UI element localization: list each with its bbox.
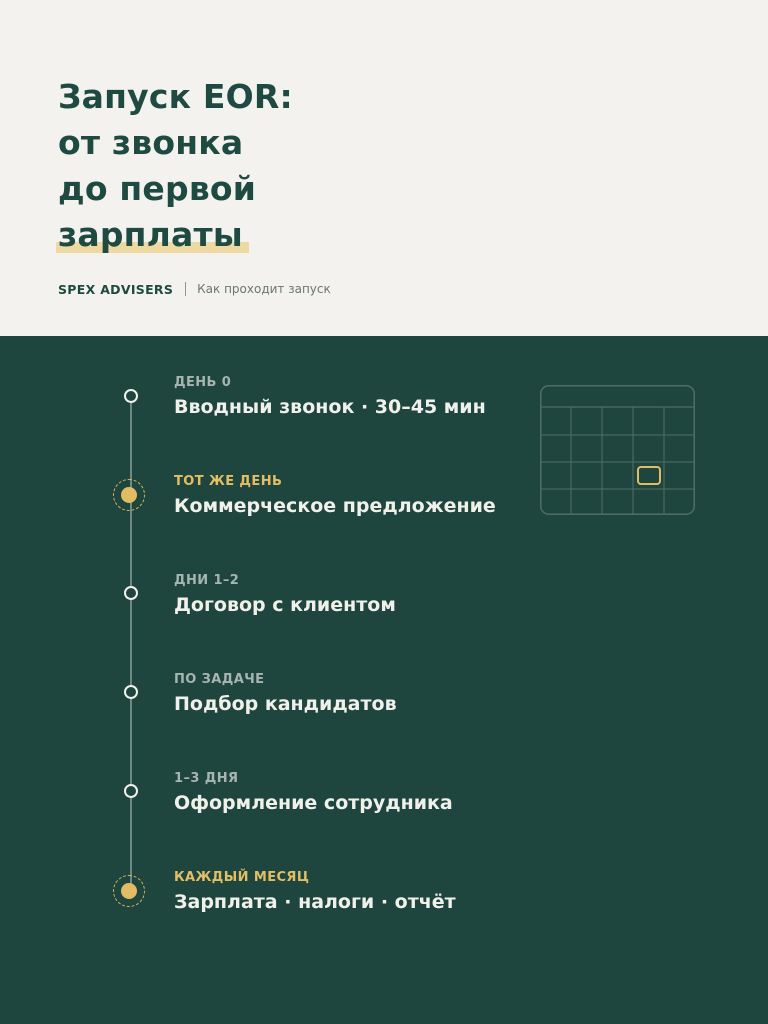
brand-name: SPEX ADVISERS [58, 281, 174, 297]
brand-subtitle: Как проходит запуск [197, 282, 331, 296]
timeline-dot-accent [121, 883, 137, 899]
step-label: ДЕНЬ 0 [174, 375, 232, 390]
step-label: 1–3 ДНЯ [174, 771, 239, 786]
calendar-icon [540, 385, 695, 515]
timeline-dot [124, 784, 138, 798]
step-text: Вводный звонок · 30–45 мин [174, 396, 486, 418]
step-text: Коммерческое предложение [174, 495, 496, 517]
step-text: Подбор кандидатов [174, 693, 397, 715]
step-label: ПО ЗАДАЧЕ [174, 672, 265, 687]
timeline-line [130, 396, 132, 888]
header-section [0, 0, 768, 336]
title-line-4-highlighted: зарплаты [58, 212, 243, 258]
step-label: ДНИ 1–2 [174, 573, 240, 588]
timeline-dot [124, 685, 138, 699]
step-text: Договор с клиентом [174, 594, 396, 616]
page-title [58, 74, 293, 258]
timeline-dot-accent [121, 487, 137, 503]
brand-separator [185, 282, 186, 296]
title-line-3: до первой [58, 169, 257, 208]
step-label: КАЖДЫЙ МЕСЯЦ [174, 870, 310, 885]
brand-line [58, 280, 331, 298]
title-line-2: от звонка [58, 123, 244, 162]
step-text: Оформление сотрудника [174, 792, 453, 814]
timeline-dot [124, 586, 138, 600]
step-text: Зарплата · налоги · отчёт [174, 891, 456, 913]
title-line-1: Запуск EOR: [58, 77, 293, 116]
step-label: ТОТ ЖЕ ДЕНЬ [174, 474, 283, 489]
timeline-dot [124, 389, 138, 403]
